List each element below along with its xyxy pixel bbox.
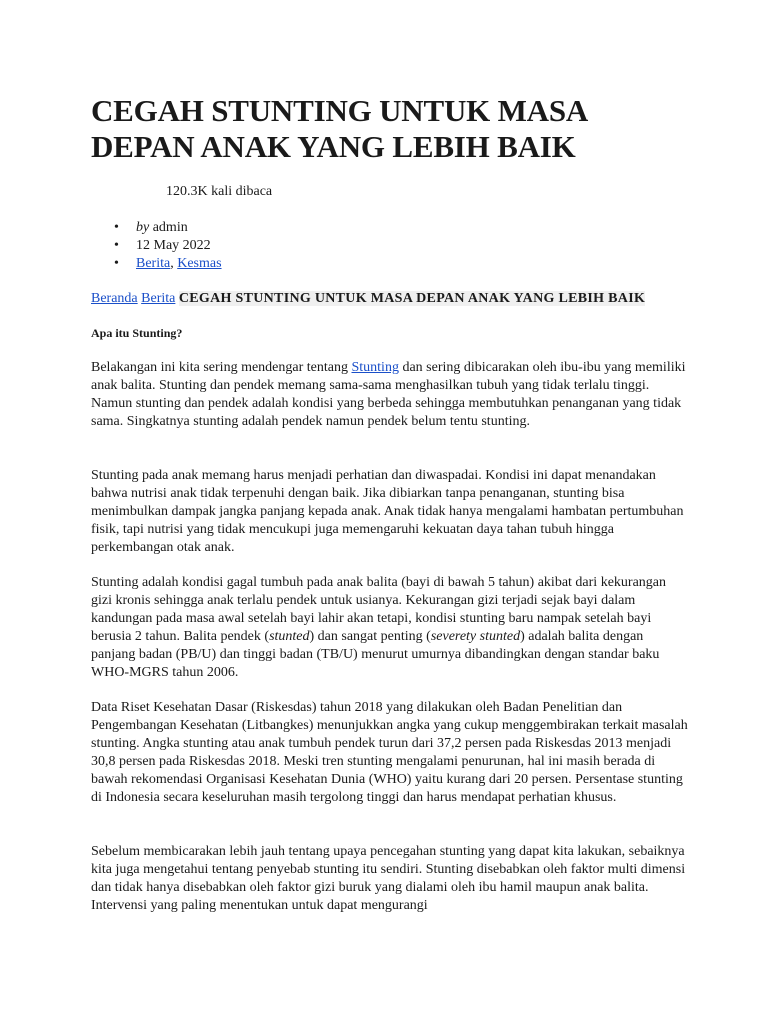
category-link-kesmas[interactable]: Kesmas: [177, 256, 222, 271]
author-name: admin: [152, 220, 188, 235]
view-count: 120.3K kali dibaca: [166, 184, 273, 199]
paragraph-3-part-c: ) adalah balita dengan panjang badan (PB/U) dan tinggi badan (TB/U) menurut umurnya dibandingkan dengan standar baku WHO-MGRS tahun 2006.: [91, 629, 660, 680]
breadcrumb-home-link[interactable]: Beranda: [91, 291, 138, 306]
paragraph-3: [91, 574, 689, 682]
by-label: by: [136, 220, 150, 235]
paragraph-3-part-b: ) dan sangat penting (: [309, 629, 431, 644]
category-link-berita[interactable]: Berita: [136, 256, 171, 271]
breadcrumb-current: CEGAH STUNTING UNTUK MASA DEPAN ANAK YANG LEBIH BAIK: [178, 291, 646, 306]
term-stunted: stunted: [269, 629, 310, 644]
publish-date: 12 May 2022: [136, 238, 211, 253]
paragraph-2: Stunting pada anak memang harus menjadi perhatian dan diwaspadai. Kondisi ini dapat menandakan bahwa nutrisi anak tidak terpenuhi dengan baik. Jika dibiarkan tanpa penanganan, stunting bisa menimbulkan dampak jangka panjang kepada anak. Anak tidak hanya mengalami hambatan pertumbuhan fisik, tapi nutrisi yang tidak mencukupi juga memengaruhi kekuatan daya tahan tubuh hingga perkembangan otak anak.: [91, 468, 684, 555]
term-severety-stunted: severety stunted: [430, 629, 521, 644]
paragraph-1-lead: Belakangan ini kita sering mendengar tentang: [91, 360, 352, 375]
category-separator: ,: [170, 256, 174, 271]
article-title: CEGAH STUNTING UNTUK MASA DEPAN ANAK YANG LEBIH BAIK: [91, 93, 587, 164]
stunting-link[interactable]: Stunting: [351, 360, 399, 375]
paragraph-1: [91, 359, 689, 431]
section-heading: Apa itu Stunting?: [91, 326, 183, 340]
paragraph-4: Data Riset Kesehatan Dasar (Riskesdas) tahun 2018 yang dilakukan oleh Badan Penelitian dan Pengembangan Kesehatan (Litbangkes) menunjukkan angka yang cukup menggembirakan terkait masalah stunting. Angka stunting atau anak tumbuh pendek turun dari 37,2 persen pada Riskesdas 2013 menjadi 30,8 persen pada Riskesdas 2018. Meski tren stunting mengalami penurunan, hal ini masih berada di bawah rekomendasi Organisasi Kesehatan Dunia (WHO) yaitu kurang dari 20 persen. Persentase stunting di Indonesia secara keseluruhan masih tergolong tinggi dan harus mendapat perhatian khusus.: [91, 700, 688, 805]
meta-author: [114, 219, 222, 237]
meta-date: [114, 237, 222, 255]
breadcrumb: [91, 290, 645, 308]
bullet-icon: •: [114, 238, 119, 253]
paragraph-1-rest: dan sering dibicarakan oleh ibu-ibu yang memiliki anak balita. Stunting dan pendek memang sama-sama menghasilkan tubuh yang tidak terlalu tinggi. Namun stunting dan pendek adalah kondisi yang berbeda sehingga membutuhkan penanganan yang tidak sama. Singkatnya stunting adalah pendek namun pendek belum tentu stunting.: [91, 360, 686, 429]
breadcrumb-section-link[interactable]: Berita: [141, 291, 176, 306]
bullet-icon: •: [114, 220, 119, 235]
meta-categories: [114, 255, 222, 273]
article-meta-list: [91, 219, 222, 273]
paragraph-3-part-a: Stunting adalah kondisi gagal tumbuh pada anak balita (bayi di bawah 5 tahun) akibat dari kekurangan gizi kronis sehingga anak terlalu pendek untuk usianya. Kekurangan gizi terjadi sejak bayi dalam kandungan pada masa awal setelah bayi lahir akan tetapi, kondisi stunting baru nampak setelah bayi berusia 2 tahun. Balita pendek (: [91, 575, 666, 644]
paragraph-5: Sebelum membicarakan lebih jauh tentang upaya pencegahan stunting yang dapat kita lakukan, sebaiknya kita juga mengetahui tentang penyebab stunting itu sendiri. Stunting disebabkan oleh faktor multi dimensi dan tidak hanya disebabkan oleh faktor gizi buruk yang dialami oleh ibu hamil maupun anak balita. Intervensi yang paling menentukan untuk dapat mengurangi: [91, 844, 686, 913]
bullet-icon: •: [114, 256, 119, 271]
